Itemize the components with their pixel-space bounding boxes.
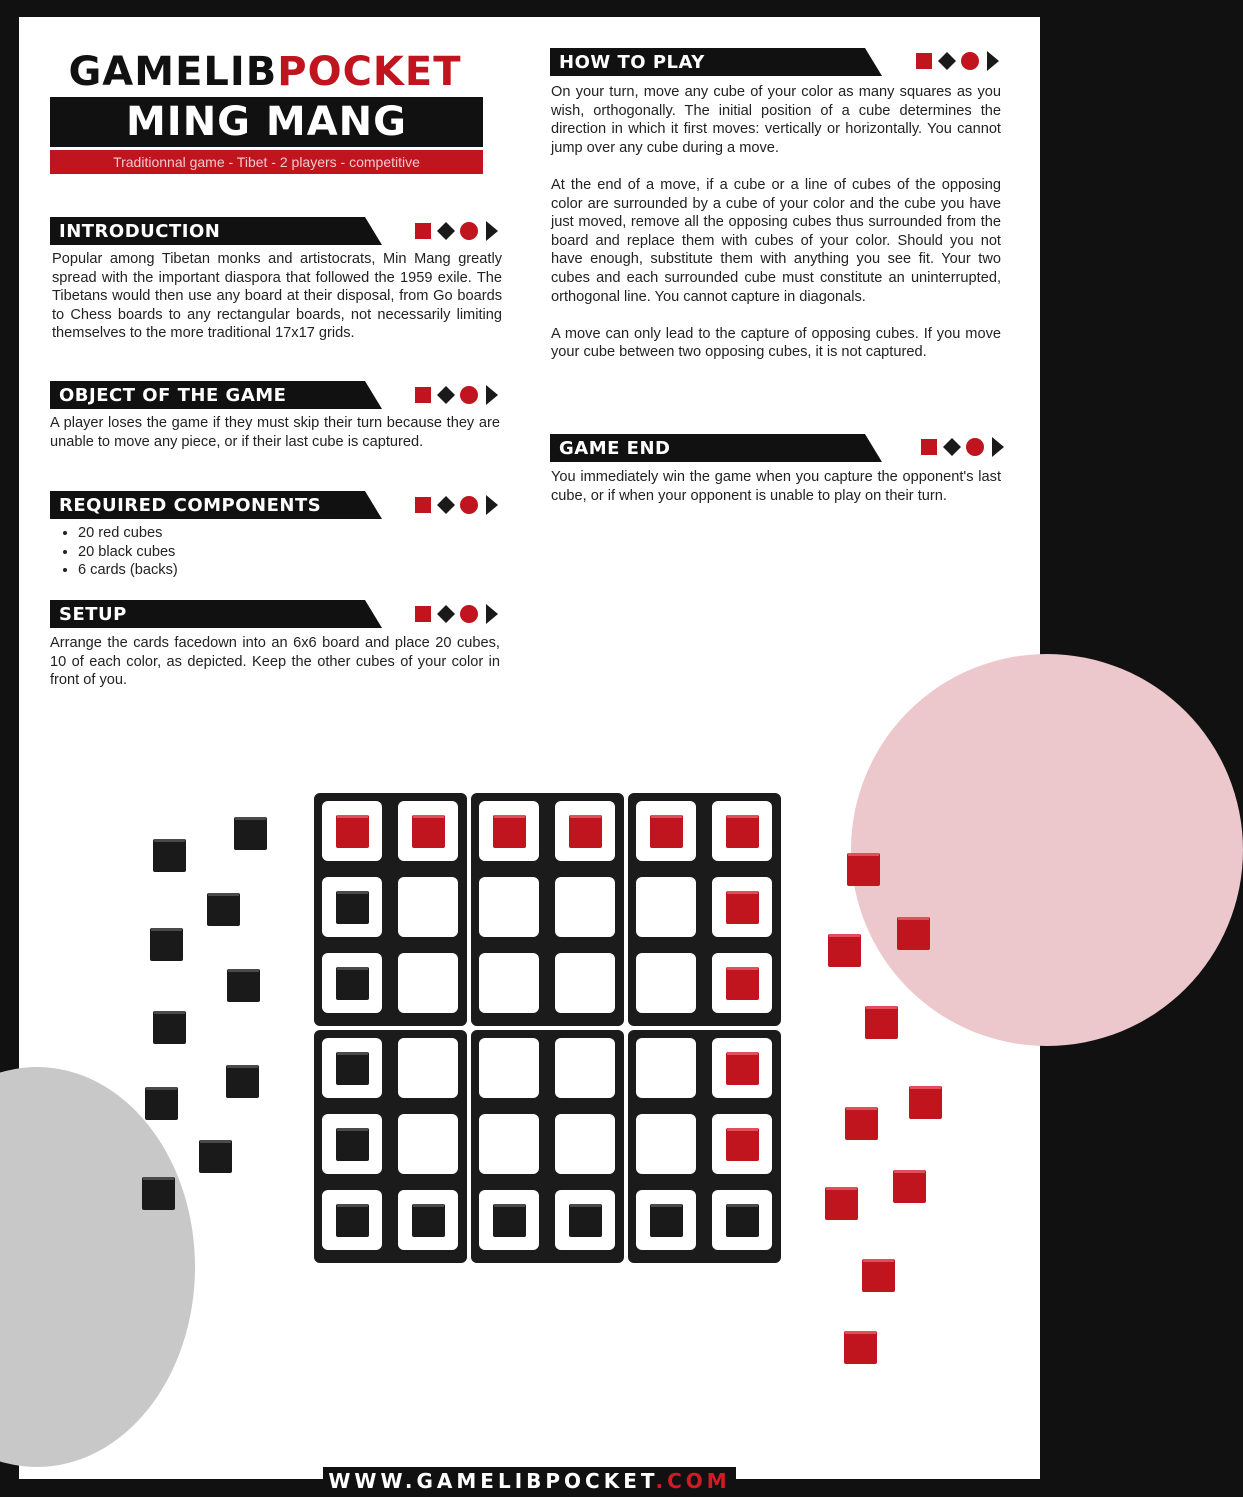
website-footer bbox=[323, 1467, 736, 1497]
board-square bbox=[479, 953, 539, 1013]
black-cube bbox=[650, 1204, 683, 1237]
board-square bbox=[398, 877, 458, 937]
reserve-black-cube bbox=[142, 1177, 175, 1210]
red-cube bbox=[726, 967, 759, 1000]
reserve-black-cube bbox=[227, 969, 260, 1002]
setup-illustration bbox=[19, 17, 1040, 1479]
reserve-red-cube bbox=[862, 1259, 895, 1292]
red-cube bbox=[726, 1128, 759, 1161]
rules-page bbox=[19, 17, 1040, 1493]
board-square bbox=[479, 877, 539, 937]
how-to-play-heading-label: HOW TO PLAY bbox=[559, 52, 705, 73]
game-end-heading-label: GAME END bbox=[559, 438, 671, 459]
board-square bbox=[636, 877, 696, 937]
game-end-text: You immediately win the game when you capture the opponent's last cube, or if when your opponent is unable to play on their turn. bbox=[551, 469, 1001, 504]
reserve-red-cube bbox=[909, 1086, 942, 1119]
red-cube bbox=[726, 891, 759, 924]
black-cube bbox=[569, 1204, 602, 1237]
reserve-black-cube bbox=[207, 893, 240, 926]
reserve-black-cube bbox=[199, 1140, 232, 1173]
reserve-black-cube bbox=[153, 839, 186, 872]
reserve-black-cube bbox=[145, 1087, 178, 1120]
footer-domain: GAMELIBPOCKET bbox=[416, 1469, 656, 1493]
red-cube bbox=[569, 815, 602, 848]
reserve-red-cube bbox=[897, 917, 930, 950]
black-cube bbox=[726, 1204, 759, 1237]
black-cube bbox=[493, 1204, 526, 1237]
black-cube bbox=[412, 1204, 445, 1237]
how-to-play-paragraph: At the end of a move, if a cube or a line of cubes of the opposing color are surrounded by a cube of your color and the cube you have just moved, remove all the opposing cubes thus surrounded from the board and replace them with cubes of your color. Should you not have enough, substitute them with anything you see fit. Your two cubes and each surrounded cube must constitute an uninterrupted, orthogonal line. You cannot capture in diagonals. bbox=[551, 176, 1001, 305]
how-to-play-paragraph: On your turn, move any cube of your color as many squares as you wish, orthogonally. The initial position of a cube determines the direction in which it first moves: vertically or horizontally. You cannot jump over any cube during a move. bbox=[551, 84, 1001, 156]
introduction-text: Popular among Tibetan monks and artistocrats, Min Mang greatly spread with the important diaspora that followed the 1959 exile. The Tibetans would then use any board at their disposal, from Go boards to Chess boards to any rectangular boards, not necessarily limiting themselves to the more traditional 17x17 grids. bbox=[52, 251, 502, 342]
reserve-black-cube bbox=[226, 1065, 259, 1098]
red-cube bbox=[650, 815, 683, 848]
black-cube bbox=[336, 1052, 369, 1085]
reserve-black-cube bbox=[150, 928, 183, 961]
brand-part2: POCKET bbox=[277, 49, 462, 95]
reserve-red-cube bbox=[847, 853, 880, 886]
brand-part1: GAMELIB bbox=[68, 49, 278, 95]
reserve-red-cube bbox=[844, 1331, 877, 1364]
reserve-black-cube bbox=[234, 817, 267, 850]
black-cube bbox=[336, 1128, 369, 1161]
components-heading-label: REQUIRED COMPONENTS bbox=[59, 495, 322, 516]
board-square bbox=[479, 1038, 539, 1098]
reserve-red-cube bbox=[845, 1107, 878, 1140]
black-cube bbox=[336, 967, 369, 1000]
board-square bbox=[479, 1114, 539, 1174]
black-cube bbox=[336, 891, 369, 924]
reserve-black-cube bbox=[153, 1011, 186, 1044]
game-subtitle: Traditionnal game - Tibet - 2 players - competitive bbox=[50, 150, 483, 174]
game-title: MING MANG bbox=[50, 97, 483, 147]
board-square bbox=[636, 1038, 696, 1098]
board-square bbox=[555, 1038, 615, 1098]
list-item: • 6 cards (backs) bbox=[78, 561, 178, 580]
list-item: • 20 red cubes bbox=[78, 524, 178, 543]
board-square bbox=[398, 1114, 458, 1174]
how-to-play-paragraph: A move can only lead to the capture of opposing cubes. If you move your cube between two opposing cubes, it is not captured. bbox=[551, 325, 1001, 361]
red-cube bbox=[493, 815, 526, 848]
board-square bbox=[555, 953, 615, 1013]
board-square bbox=[636, 1114, 696, 1174]
reserve-red-cube bbox=[825, 1187, 858, 1220]
red-cube bbox=[412, 815, 445, 848]
reserve-red-cube bbox=[893, 1170, 926, 1203]
list-item: • 20 black cubes bbox=[78, 543, 178, 562]
red-cube bbox=[336, 815, 369, 848]
board-square bbox=[555, 877, 615, 937]
setup-text: Arrange the cards facedown into an 6x6 board and place 20 cubes, 10 of each color, as depicted. Keep the other cubes of your color in front of you. bbox=[50, 635, 500, 689]
introduction-heading-label: INTRODUCTION bbox=[59, 221, 221, 242]
reserve-red-cube bbox=[828, 934, 861, 967]
setup-heading-label: SETUP bbox=[59, 604, 127, 625]
reserve-red-cube bbox=[865, 1006, 898, 1039]
board-square bbox=[636, 953, 696, 1013]
board-square bbox=[398, 953, 458, 1013]
footer-suffix: .COM bbox=[655, 1469, 731, 1493]
object-text: A player loses the game if they must skip their turn because they are unable to move any piece, or if their last cube is captured. bbox=[50, 415, 500, 450]
black-cube bbox=[336, 1204, 369, 1237]
object-heading-label: OBJECT OF THE GAME bbox=[59, 385, 287, 406]
red-cube bbox=[726, 815, 759, 848]
footer-prefix: WWW. bbox=[328, 1469, 417, 1493]
board-square bbox=[398, 1038, 458, 1098]
board-square bbox=[555, 1114, 615, 1174]
red-cube bbox=[726, 1052, 759, 1085]
